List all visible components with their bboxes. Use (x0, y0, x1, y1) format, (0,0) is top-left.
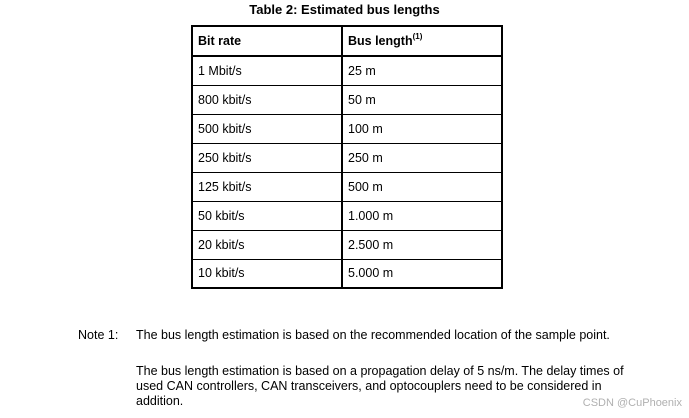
table-row (192, 143, 502, 172)
cell-bus-length: 1.000 m (342, 201, 502, 230)
cell-bit-rate: 1 Mbit/s (192, 56, 342, 85)
header-bit-rate: Bit rate (192, 26, 342, 56)
cell-bit-rate: 800 kbit/s (192, 85, 342, 114)
table-title: Table 2: Estimated bus lengths (249, 2, 440, 17)
note-label: Note 1: (78, 328, 119, 342)
cell-bus-length: 100 m (342, 114, 502, 143)
cell-bit-rate: 20 kbit/s (192, 230, 342, 259)
cell-bus-length: 500 m (342, 172, 502, 201)
table-header-row (192, 26, 502, 56)
cell-bus-length: 50 m (342, 85, 502, 114)
table-row (192, 85, 502, 114)
note-paragraph-propagation-delay: The bus length estimation is based on a propagation delay of 5 ns/m. The delay times of used CAN controllers, CAN transceivers, and optocouplers need to be considered in addition. (136, 364, 624, 408)
cell-bus-length: 5.000 m (342, 259, 502, 288)
cell-bit-rate: 125 kbit/s (192, 172, 342, 201)
watermark: CSDN @CuPhoenix (582, 397, 682, 409)
note-paragraph-sample-point: The bus length estimation is based on the recommended location of the sample point. (136, 328, 610, 342)
cell-bus-length: 2.500 m (342, 230, 502, 259)
header-bus-length-label: Bus length (348, 34, 413, 48)
footnote-marker: (1) (412, 32, 423, 41)
cell-bit-rate: 500 kbit/s (192, 114, 342, 143)
table-row (192, 172, 502, 201)
cell-bus-length: 25 m (342, 56, 502, 85)
table-row (192, 56, 502, 85)
cell-bit-rate: 10 kbit/s (192, 259, 342, 288)
table-row (192, 114, 502, 143)
cell-bit-rate: 250 kbit/s (192, 143, 342, 172)
cell-bit-rate: 50 kbit/s (192, 201, 342, 230)
table-row (192, 201, 502, 230)
bus-length-table (191, 25, 503, 289)
cell-bus-length: 250 m (342, 143, 502, 172)
header-bus-length (342, 26, 502, 56)
table-row (192, 230, 502, 259)
table-row (192, 259, 502, 288)
